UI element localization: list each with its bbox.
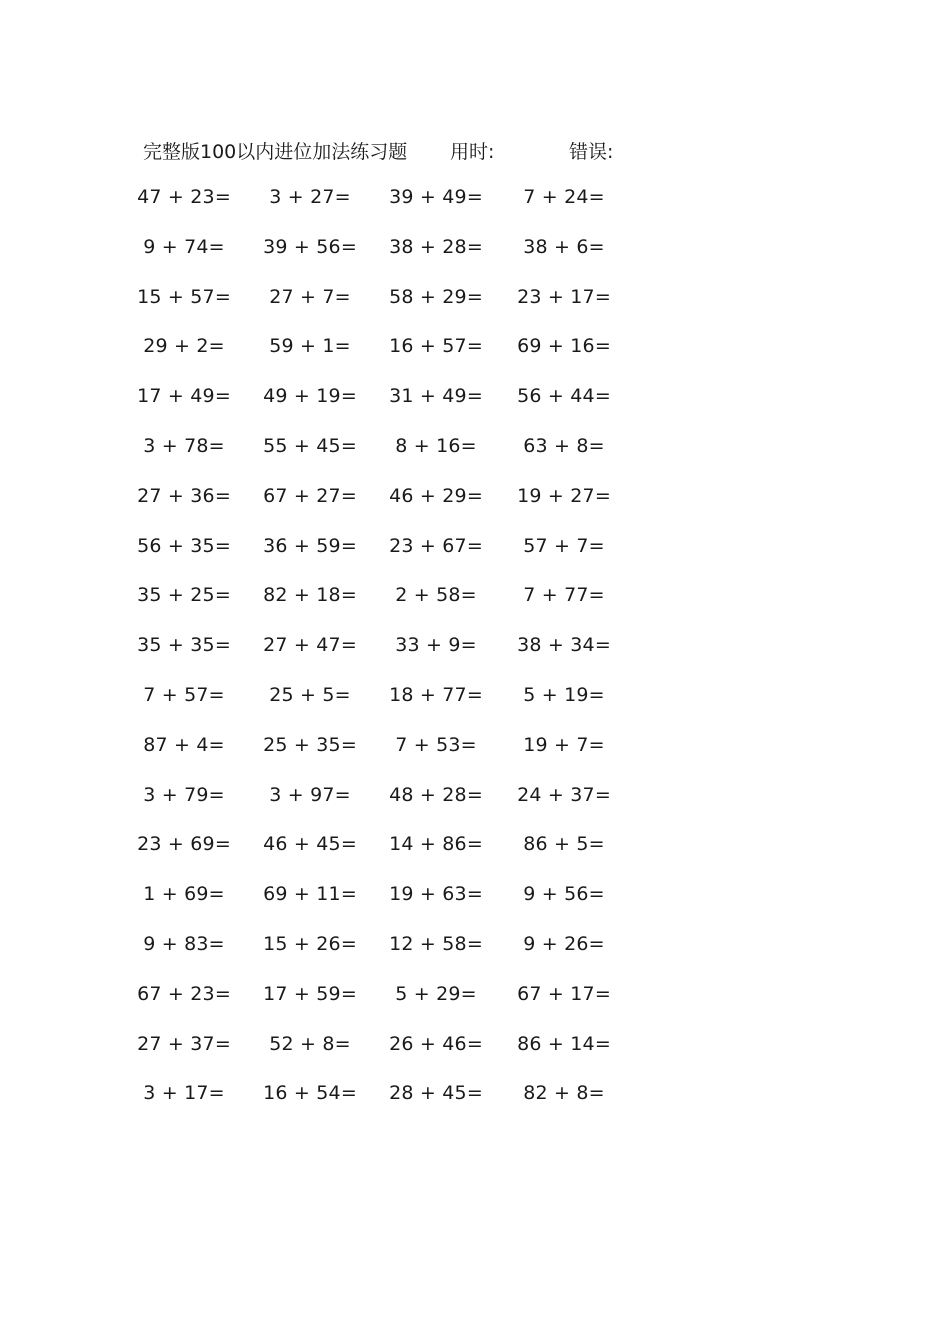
addition-problem: 82 + 18= [263, 584, 357, 607]
addition-problem: 9 + 74= [143, 235, 225, 258]
problem-row [0, 584, 950, 634]
addition-problem: 69 + 16= [517, 335, 611, 358]
addition-problem: 23 + 69= [137, 833, 231, 856]
problem-row [0, 435, 950, 485]
problem-row [0, 634, 950, 684]
problem-row [0, 734, 950, 784]
addition-problem: 9 + 26= [523, 932, 605, 955]
problem-row [0, 186, 950, 236]
addition-problem: 14 + 86= [389, 833, 483, 856]
error-count-label: 错误: [569, 141, 614, 163]
addition-problem: 67 + 17= [517, 982, 611, 1005]
addition-problem: 16 + 54= [263, 1082, 357, 1105]
addition-problem: 3 + 27= [269, 186, 351, 208]
addition-problem: 87 + 4= [143, 733, 225, 756]
addition-problem: 25 + 5= [269, 683, 351, 706]
addition-problem: 38 + 34= [517, 634, 611, 657]
addition-problem: 63 + 8= [523, 434, 605, 457]
problem-row [0, 535, 950, 585]
time-used-label: 用时: [450, 141, 495, 163]
worksheet-title: 完整版100以内进位加法练习题 [143, 141, 408, 163]
addition-problem: 1 + 69= [143, 883, 225, 906]
problem-row [0, 833, 950, 883]
addition-problem: 19 + 63= [389, 883, 483, 906]
addition-problem: 19 + 7= [523, 733, 605, 756]
addition-problem: 8 + 16= [395, 434, 477, 457]
addition-problem: 26 + 46= [389, 1032, 483, 1055]
problem-row [0, 933, 950, 983]
addition-problem: 29 + 2= [143, 335, 225, 358]
addition-problem: 23 + 67= [389, 534, 483, 557]
addition-problem: 3 + 17= [143, 1082, 225, 1105]
addition-problem: 86 + 14= [517, 1032, 611, 1055]
addition-problem: 48 + 28= [389, 783, 483, 806]
addition-problem: 3 + 78= [143, 434, 225, 457]
addition-problem: 3 + 79= [143, 783, 225, 806]
addition-problem: 36 + 59= [263, 534, 357, 557]
addition-problem: 7 + 53= [395, 733, 477, 756]
problem-row [0, 883, 950, 933]
addition-problem: 5 + 19= [523, 683, 605, 706]
addition-problem: 56 + 35= [137, 534, 231, 557]
addition-problem: 33 + 9= [395, 634, 477, 657]
addition-problem: 5 + 29= [395, 982, 477, 1005]
problem-grid [0, 186, 950, 1132]
addition-problem: 46 + 45= [263, 833, 357, 856]
addition-problem: 24 + 37= [517, 783, 611, 806]
addition-problem: 46 + 29= [389, 484, 483, 507]
addition-problem: 9 + 83= [143, 932, 225, 955]
addition-problem: 15 + 57= [137, 285, 231, 308]
addition-problem: 58 + 29= [389, 285, 483, 308]
addition-problem: 31 + 49= [389, 385, 483, 408]
problem-row [0, 286, 950, 336]
addition-problem: 7 + 77= [523, 584, 605, 607]
problem-row [0, 236, 950, 286]
problem-row [0, 684, 950, 734]
addition-problem: 23 + 17= [517, 285, 611, 308]
addition-problem: 27 + 37= [137, 1032, 231, 1055]
problem-row [0, 385, 950, 435]
addition-problem: 67 + 27= [263, 484, 357, 507]
addition-problem: 49 + 19= [263, 385, 357, 408]
addition-problem: 86 + 5= [523, 833, 605, 856]
problem-row [0, 1082, 950, 1132]
addition-problem: 19 + 27= [517, 484, 611, 507]
addition-problem: 82 + 8= [523, 1082, 605, 1105]
problem-row [0, 983, 950, 1033]
addition-problem: 7 + 57= [143, 683, 225, 706]
problem-row [0, 784, 950, 834]
addition-problem: 38 + 6= [523, 235, 605, 258]
addition-problem: 2 + 58= [395, 584, 477, 607]
addition-problem: 12 + 58= [389, 932, 483, 955]
addition-problem: 57 + 7= [523, 534, 605, 557]
problem-row [0, 1033, 950, 1083]
addition-problem: 28 + 45= [389, 1082, 483, 1105]
addition-problem: 17 + 49= [137, 385, 231, 408]
addition-problem: 27 + 47= [263, 634, 357, 657]
addition-problem: 56 + 44= [517, 385, 611, 408]
addition-problem: 55 + 45= [263, 434, 357, 457]
addition-problem: 7 + 24= [523, 186, 605, 208]
addition-problem: 67 + 23= [137, 982, 231, 1005]
addition-problem: 25 + 35= [263, 733, 357, 756]
addition-problem: 39 + 49= [389, 186, 483, 208]
addition-problem: 35 + 35= [137, 634, 231, 657]
addition-problem: 38 + 28= [389, 235, 483, 258]
addition-problem: 69 + 11= [263, 883, 357, 906]
addition-problem: 9 + 56= [523, 883, 605, 906]
addition-problem: 52 + 8= [269, 1032, 351, 1055]
addition-problem: 47 + 23= [137, 186, 231, 208]
addition-problem: 59 + 1= [269, 335, 351, 358]
addition-problem: 18 + 77= [389, 683, 483, 706]
problem-row [0, 335, 950, 385]
addition-problem: 16 + 57= [389, 335, 483, 358]
addition-problem: 27 + 36= [137, 484, 231, 507]
addition-problem: 39 + 56= [263, 235, 357, 258]
addition-problem: 3 + 97= [269, 783, 351, 806]
addition-problem: 35 + 25= [137, 584, 231, 607]
addition-problem: 17 + 59= [263, 982, 357, 1005]
problem-row [0, 485, 950, 535]
addition-problem: 27 + 7= [269, 285, 351, 308]
addition-problem: 15 + 26= [263, 932, 357, 955]
